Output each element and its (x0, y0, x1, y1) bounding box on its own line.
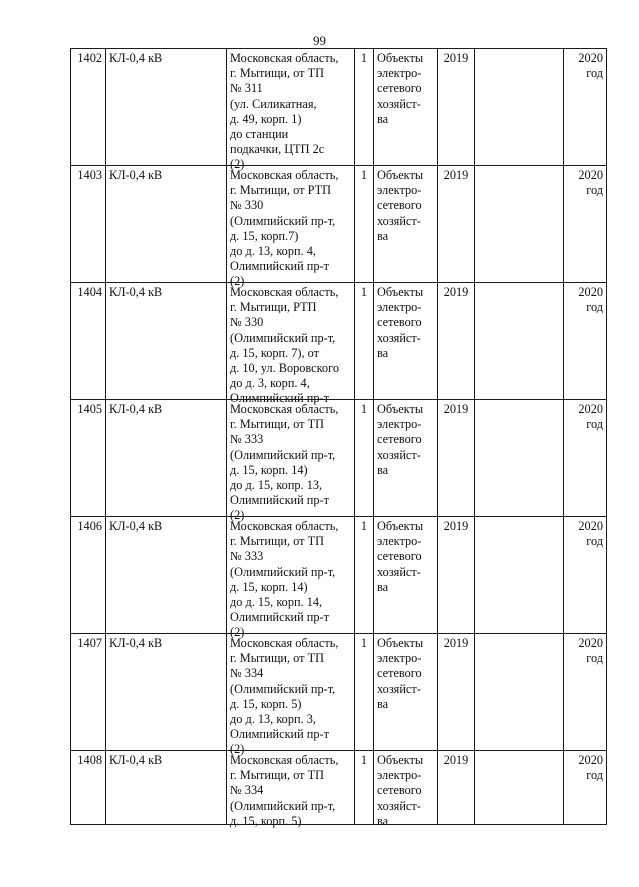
object-category: Объекты электро- сетевого хозяйст- ва (374, 49, 438, 166)
table-row (71, 283, 607, 400)
plan-year: 2020 год (564, 49, 607, 166)
object-year: 2019 (438, 283, 475, 400)
object-year: 2019 (438, 49, 475, 166)
plan-year: 2020 год (564, 634, 607, 751)
object-year: 2019 (438, 400, 475, 517)
object-name: КЛ-0,4 кВ (106, 166, 227, 283)
page-number: 99 (313, 33, 326, 48)
object-year: 2019 (438, 166, 475, 283)
object-name: КЛ-0,4 кВ (106, 400, 227, 517)
object-category: Объекты электро- сетевого хозяйст- ва (374, 400, 438, 517)
row-number: 1403 (71, 166, 106, 283)
table-row (71, 49, 607, 166)
object-year: 2019 (438, 634, 475, 751)
object-category: Объекты электро- сетевого хозяйст- ва (374, 283, 438, 400)
object-quantity: 1 (355, 166, 374, 283)
object-name: КЛ-0,4 кВ (106, 49, 227, 166)
table-row (71, 751, 607, 825)
object-address: Московская область, г. Мытищи, от ТП № 333 (Олимпийский пр-т, д. 15, корп. 14) до д. 15, корп. 14, Олимпийский пр-т (2) (227, 517, 355, 634)
object-address: Московская область, г. Мытищи, от ТП № 334 (Олимпийский пр-т, д. 15, корп. 5) до д. 13, корп. 3, Олимпийский пр-т (2) (227, 634, 355, 751)
object-note (475, 166, 564, 283)
row-number: 1402 (71, 49, 106, 166)
object-quantity: 1 (355, 634, 374, 751)
plan-year: 2020 год (564, 283, 607, 400)
row-number: 1407 (71, 634, 106, 751)
object-category: Объекты электро- сетевого хозяйст- ва (374, 634, 438, 751)
row-number: 1408 (71, 751, 106, 825)
object-name: КЛ-0,4 кВ (106, 283, 227, 400)
object-note (475, 634, 564, 751)
object-category: Объекты электро- сетевого хозяйст- ва (374, 751, 438, 825)
object-name: КЛ-0,4 кВ (106, 751, 227, 825)
object-name: КЛ-0,4 кВ (106, 517, 227, 634)
row-number: 1405 (71, 400, 106, 517)
plan-year: 2020 год (564, 166, 607, 283)
object-note (475, 49, 564, 166)
object-quantity: 1 (355, 283, 374, 400)
object-note (475, 751, 564, 825)
object-note (475, 517, 564, 634)
registry-table (70, 48, 607, 828)
plan-year: 2020 год (564, 751, 607, 825)
table-row (71, 400, 607, 517)
object-quantity: 1 (355, 400, 374, 517)
object-year: 2019 (438, 517, 475, 634)
object-address: Московская область, г. Мытищи, от РТП № 330 (Олимпийский пр-т, д. 15, корп.7) до д. 13, корп. 4, Олимпийский пр-т (2) (227, 166, 355, 283)
object-quantity: 1 (355, 517, 374, 634)
object-address: Московская область, г. Мытищи, от ТП № 311 (ул. Силикатная, д. 49, корп. 1) до станции подкачки, ЦТП 2с (2) (227, 49, 355, 166)
object-note (475, 400, 564, 517)
row-number: 1404 (71, 283, 106, 400)
object-address: Московская область, г. Мытищи, от ТП № 334 (Олимпийский пр-т, д. 15, корп. 5) (227, 751, 355, 825)
object-category: Объекты электро- сетевого хозяйст- ва (374, 517, 438, 634)
object-quantity: 1 (355, 751, 374, 825)
object-year: 2019 (438, 751, 475, 825)
plan-year: 2020 год (564, 517, 607, 634)
object-note (475, 283, 564, 400)
table-row (71, 517, 607, 634)
plan-year: 2020 год (564, 400, 607, 517)
object-name: КЛ-0,4 кВ (106, 634, 227, 751)
object-address: Московская область, г. Мытищи, от ТП № 333 (Олимпийский пр-т, д. 15, корп. 14) до д. 15, копр. 13, Олимпийский пр-т (2) (227, 400, 355, 517)
object-address: Московская область, г. Мытищи, РТП № 330 (Олимпийский пр-т, д. 15, корп. 7), от д. 10, ул. Воровского до д. 3, корп. 4, Олимпийский пр-т (227, 283, 355, 400)
table-row (71, 634, 607, 751)
object-category: Объекты электро- сетевого хозяйст- ва (374, 166, 438, 283)
table-row (71, 166, 607, 283)
object-quantity: 1 (355, 49, 374, 166)
row-number: 1406 (71, 517, 106, 634)
